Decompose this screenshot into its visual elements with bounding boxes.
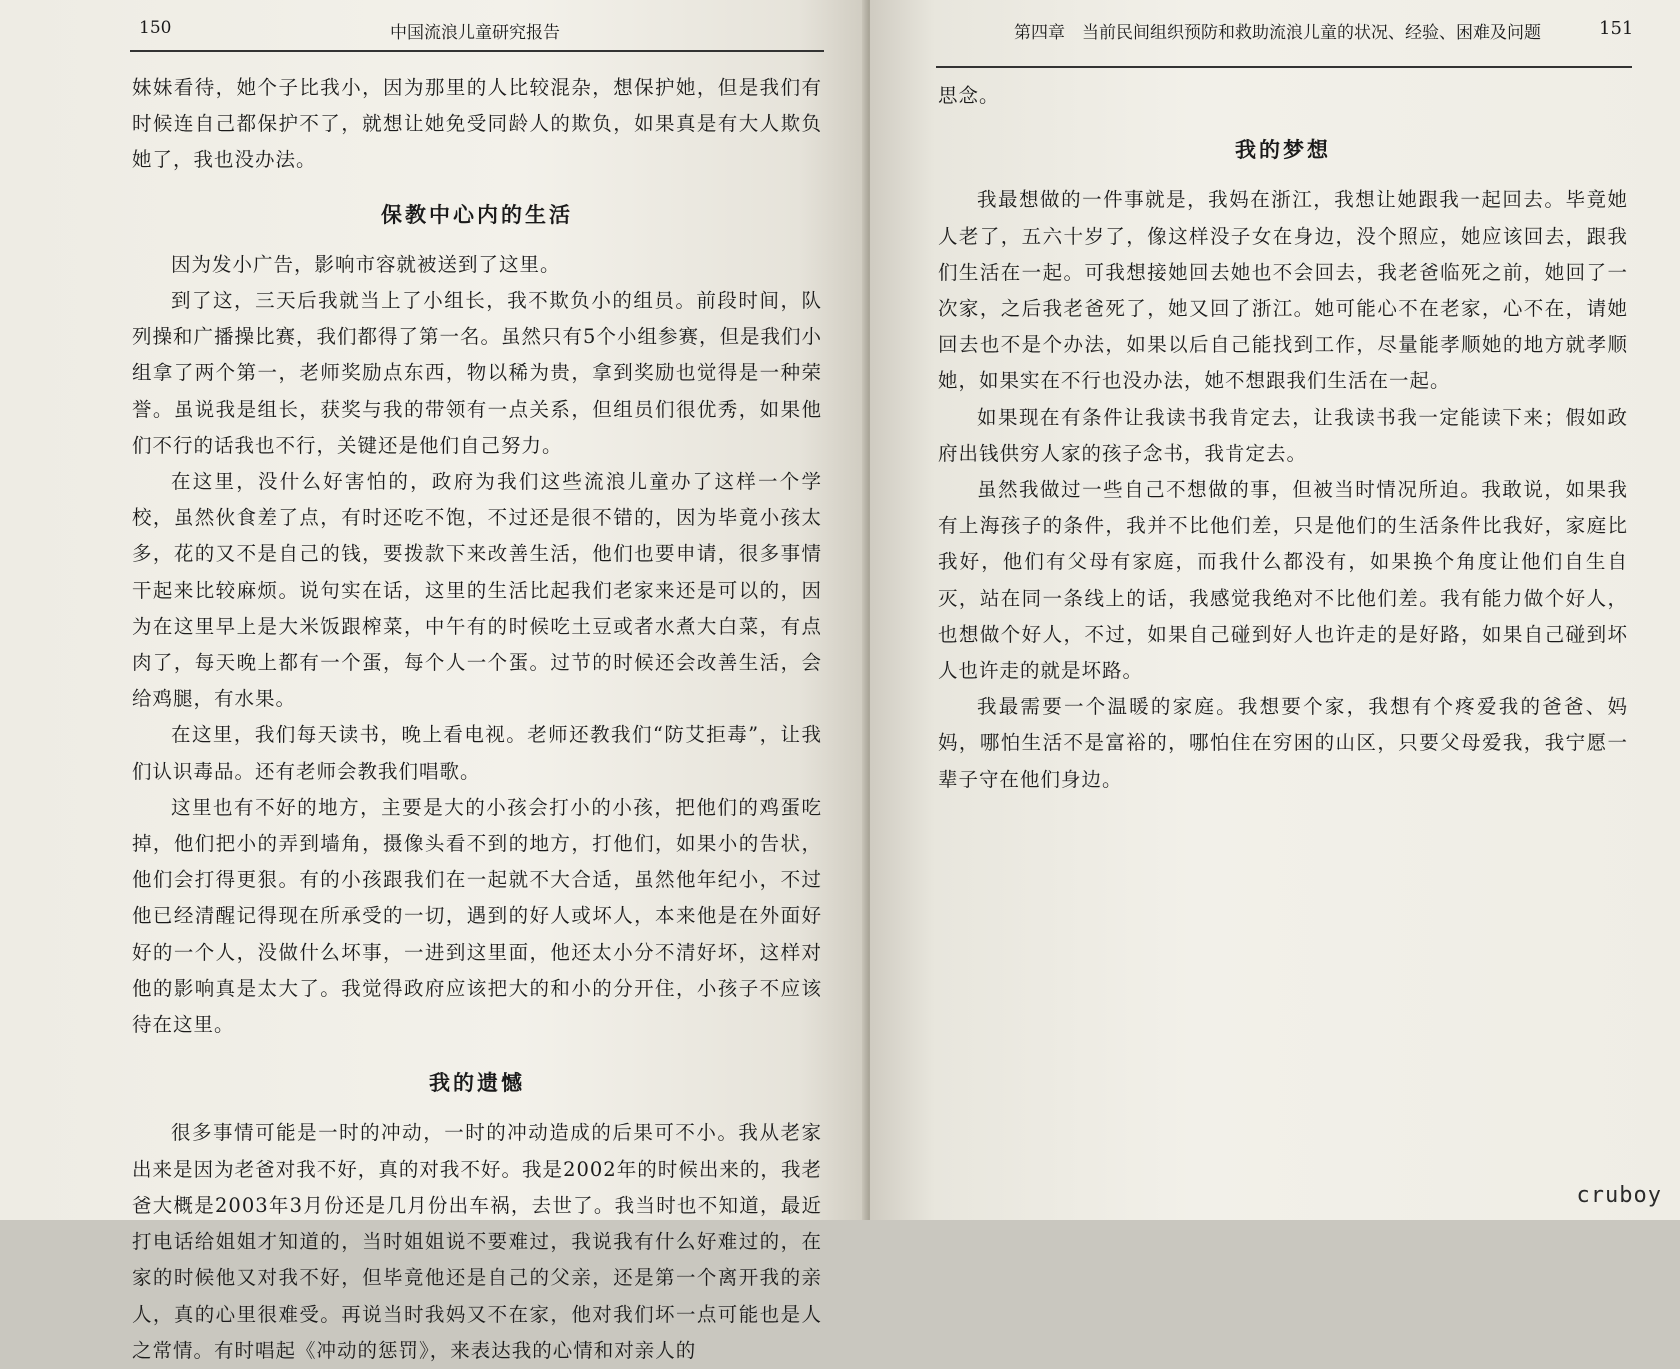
left-body-text xyxy=(132,70,822,1369)
right-paragraph: 虽然我做过一些自己不想做的事，但被当时情况所迫。我敢说，如果我有上海孩子的条件，我并不比他们差，只是他们的生活条件比我好，家庭比我好，他们有父母有家庭，而我什么都没有，如果换个角度让他们自生自灭，站在同一条线上的话，我感觉我绝对不比他们差。我有能力做个好人，也想做个好人，不过，如果自己碰到好人也许走的是好路，如果自己碰到坏人也许走的就是坏路。 xyxy=(938,478,1628,683)
section-title-shelter-life: 保教中心内的生活 xyxy=(381,201,573,227)
right-header-rule xyxy=(936,66,1632,68)
left-paragraph: 这里也有不好的地方，主要是大的小孩会打小的小孩，把他们的鸡蛋吃掉，他们把小的弄到墙角，摄像头看不到的地方，打他们，如果小的告状，他们会打得更狠。有的小孩跟我们在一起就不大合适，虽然他年纪小，不过他已经清醒记得现在所承受的一切，遇到的好人或坏人，本来他是在外面好好的一个人，没做什么坏事，一进到这里面，他还太小分不清好坏，这样对他的影响真是太大了。我觉得政府应该把大的和小的分开住，小孩子不应该待在这里。 xyxy=(132,795,822,1037)
scanner-watermark: cruboy xyxy=(1576,1183,1662,1208)
right-page xyxy=(870,0,1680,1220)
left-running-title: 中国流浪儿童研究报告 xyxy=(390,23,560,43)
left-page-number: 150 xyxy=(139,18,172,38)
left-paragraph: 到了这，三天后我就当上了小组长，我不欺负小的组员。前段时间，队列操和广播操比赛，我们都得了第一名。虽然只有5个小组参赛，但是我们小组拿了两个第一，老师奖励点东西，物以稀为贵，拿到奖励也觉得是一种荣誉。虽说我是组长，获奖与我的带领有一点关系，但组员们很优秀，如果他们不行的话我也不行，关键还是他们自己努力。 xyxy=(132,289,822,457)
right-running-title: 第四章 当前民间组织预防和救助流浪儿童的状况、经验、困难及问题 xyxy=(1014,23,1541,43)
right-paragraph: 我最需要一个温暖的家庭。我想要个家，我想有个疼爱我的爸爸、妈妈，哪怕生活不是富裕的，哪怕住在穷困的山区，只要父母爱我，我宁愿一辈子守在他们身边。 xyxy=(938,695,1628,791)
right-continued-paragraph: 思念。 xyxy=(938,84,1000,107)
right-paragraph: 如果现在有条件让我读书我肯定去，让我读书我一定能读下来；假如政府出钱供穷人家的孩子念书，我肯定去。 xyxy=(938,405,1628,465)
section-title-my-dream: 我的梦想 xyxy=(1235,137,1331,163)
left-paragraph: 在这里，我们每天读书，晚上看电视。老师还教我们“防艾拒毒”，让我们认识毒品。还有老师会教我们唱歌。 xyxy=(132,723,822,783)
left-header-rule xyxy=(130,50,824,52)
left-continued-paragraph: 妹妹看待，她个子比我小，因为那里的人比较混杂，想保护她，但是我们有时候连自己都保护不了，就想让她免受同龄人的欺负，如果真是有大人欺负她了，我也没办法。 xyxy=(132,76,822,172)
right-body-text xyxy=(938,78,1628,798)
right-page-number: 151 xyxy=(1599,18,1634,39)
left-paragraph: 在这里，没什么好害怕的，政府为我们这些流浪儿童办了这样一个学校，虽然伙食差了点，有时还吃不饱，不过还是很不错的，因为毕竟小孩太多，花的又不是自己的钱，要拨款下来改善生活，他们也要申请，很多事情干起来比较麻烦。说句实在话，这里的生活比起我们老家来还是可以的，因为在这里早上是大米饭跟榨菜，中午有的时候吃土豆或者水煮大白菜，有点肉了，每天晚上都有一个蛋，每个人一个蛋。过节的时候还会改善生活，会给鸡腿，有水果。 xyxy=(132,470,822,711)
section-title-my-regret: 我的遗憾 xyxy=(429,1070,525,1096)
left-paragraph: 很多事情可能是一时的冲动，一时的冲动造成的后果可不小。我从老家出来是因为老爸对我不好，真的对我不好。我是2002年的时候出来的，我老爸大概是2003年3月份还是几月份出车祸，去世了。我当时也不知道，最近打电话给姐姐才知道的，当时姐姐说不要难过，我说我有什么好难过的，在家的时候他又对我不好，但毕竟他还是自己的父亲，还是第一个离开我的亲人，真的心里很难受。再说当时我妈又不在家，他对我们坏一点可能也是人之常情。有时唱起《冲动的惩罚》，来表达我的心情和对亲人的 xyxy=(132,1121,822,1362)
right-paragraph: 我最想做的一件事就是，我妈在浙江，我想让她跟我一起回去。毕竟她人老了，五六十岁了，像这样没子女在身边，没个照应，她应该回去，跟我们生活在一起。可我想接她回去她也不会回去，我老爸临死之前，她回了一次家，之后我老爸死了，她又回了浙江。她可能心不在老家，心不在，请她回去也不是个办法，如果以后自己能找到工作，尽量能孝顺她的地方就孝顺她，如果实在不行也没办法，她不想跟我们生活在一起。 xyxy=(938,188,1628,393)
left-paragraph: 因为发小广告，影响市容就被送到了这里。 xyxy=(171,252,561,276)
